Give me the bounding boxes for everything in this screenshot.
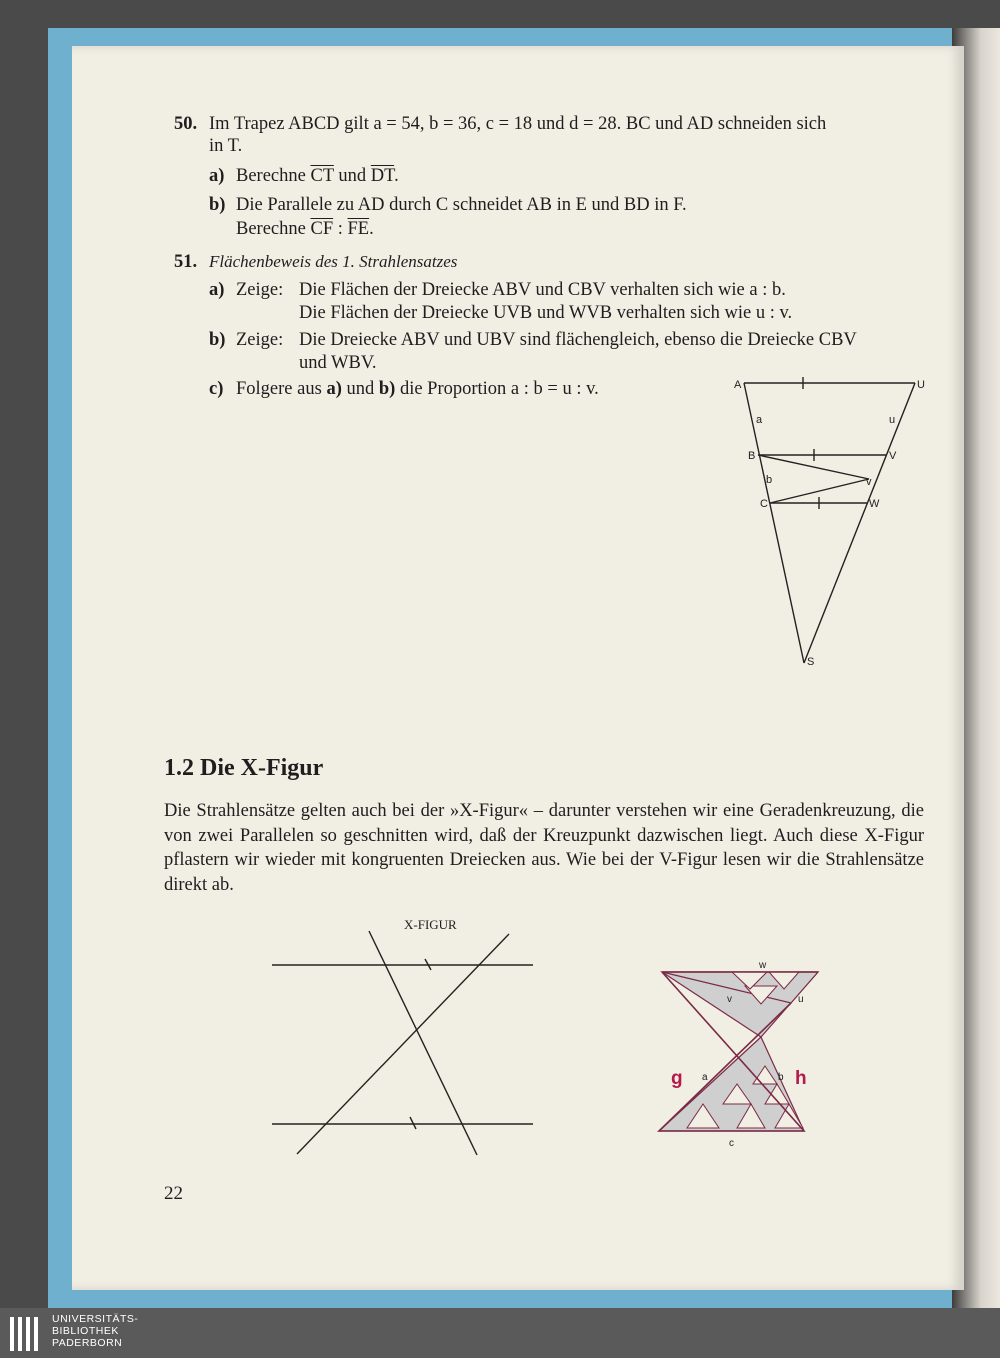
library-footer: [0, 1308, 1000, 1358]
point-c-label: C: [760, 498, 768, 510]
point-v-label: V: [889, 450, 897, 462]
task-51c-text: Folgere aus a) und b) die Proportion a : b = u : v.: [236, 379, 599, 399]
task-50a-text: Berechne $\overline{CT}$ und $\overline{DT}$.: [236, 166, 399, 186]
task-50b-line2: Berechne $\overline{CF}$ : $\overline{FE}$.: [236, 219, 374, 239]
task-51b-line1: Die Dreiecke ABV und UBV sind flächengleich, ebenso die Dreiecke CBV: [299, 330, 857, 350]
x-figure-caption: X-FIGUR: [404, 917, 457, 932]
task-51a-line1: Die Flächen der Dreiecke ABV und CBV verhalten sich wie a : b.: [299, 280, 786, 300]
section-paragraph: Die Strahlensätze gelten auch bei der »X-Figur« – darunter verstehen wir eine Geradenkreuzung, die von zwei Parallelen so geschnitten wird, daß der Kreuzpunkt dazwischen liegt. Auch diese X-Figur pflastern wir wieder mit kongruenten Dreiecken aus. Wie bei der V-Figur lesen wir die Strahlensätze direkt ab.: [164, 801, 924, 895]
task-51-title: Flächenbeweis des 1. Strahlensatzes: [209, 252, 458, 271]
task-50a-label: a): [209, 166, 225, 186]
library-logo-icon: [8, 1315, 46, 1353]
tile-w-label: w: [759, 960, 767, 971]
page-number: 22: [164, 1183, 183, 1204]
segment-u-label: u: [889, 414, 896, 426]
task-50b-line1: Die Parallele zu AD durch C schneidet AB in E und BD in F.: [236, 195, 687, 215]
footer-line2: BIBLIOTHEK: [52, 1325, 119, 1337]
tile-b-label: b: [778, 1072, 784, 1083]
point-u-label: U: [917, 379, 925, 391]
task-50-line2: in T.: [209, 136, 243, 156]
task-51a-label: a): [209, 280, 225, 300]
footer-line3: PADERBORN: [52, 1337, 123, 1349]
line-h-label: h: [795, 1068, 807, 1089]
task-51a-line2: Die Flächen der Dreiecke UVB und WVB verhalten sich wie u : v.: [299, 303, 793, 323]
segment-a-label: a: [756, 414, 763, 426]
section-title: 1.2 Die X-Figur: [164, 755, 324, 781]
line-g-label: g: [671, 1068, 683, 1089]
tiled-hourglass-figure: [657, 954, 822, 1154]
task-51b-prefix: Zeige:: [236, 330, 284, 350]
tile-u-label: u: [798, 994, 804, 1005]
task-51-number: 51.: [174, 252, 198, 272]
tile-c-label: c: [729, 1138, 734, 1149]
point-s-label: S: [807, 656, 815, 668]
task-50b-label: b): [209, 195, 226, 215]
task-50-line1: Im Trapez ABCD gilt a = 54, b = 36, c = 18 und d = 28. BC und AD schneiden sich: [209, 114, 827, 134]
task-51a-prefix: Zeige:: [236, 280, 284, 300]
footer-line1: UNIVERSITÄTS-: [52, 1313, 139, 1325]
point-w-label: W: [869, 498, 880, 510]
task-50-number: 50.: [174, 114, 198, 134]
point-a-label: A: [734, 379, 742, 391]
task-51b-label: b): [209, 330, 226, 350]
x-figure-diagram: [267, 928, 537, 1160]
point-b-label: B: [748, 450, 756, 462]
segment-v-label: v: [866, 476, 872, 488]
v-figure-triangle: [727, 371, 937, 676]
task-51c-label: c): [209, 379, 224, 399]
segment-b-label: b: [766, 474, 773, 486]
tile-a-label: a: [702, 1072, 708, 1083]
book-page: [72, 46, 964, 1290]
tile-v-label: v: [727, 994, 732, 1005]
task-51b-line2: und WBV.: [299, 353, 377, 373]
